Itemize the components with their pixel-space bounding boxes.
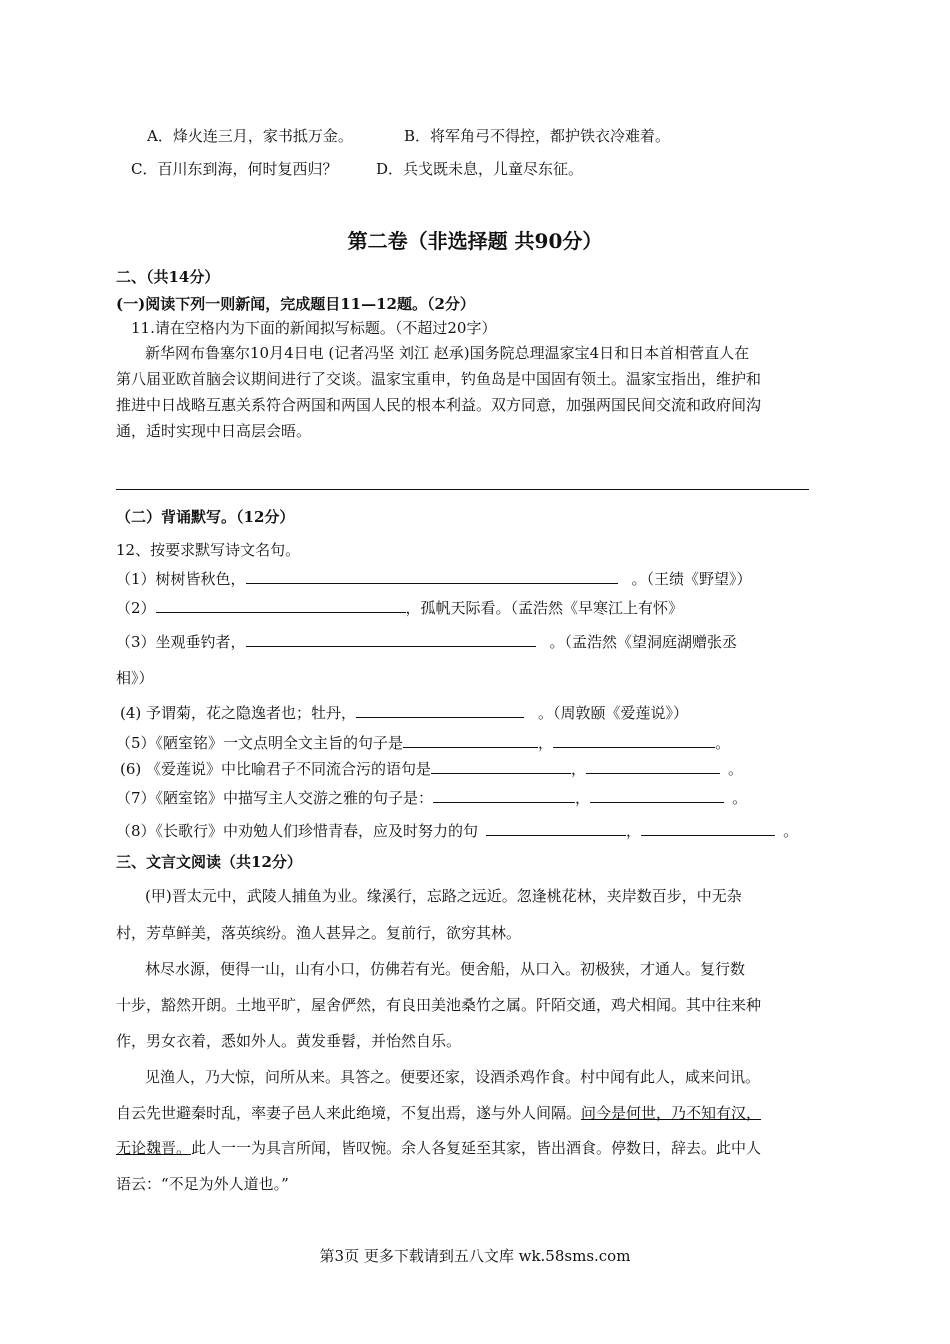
news-line-3: 推进中日战略互惠关系符合两国和两国人民的根本利益。双方同意，加强两国民间交流和政府间沟 (116, 396, 762, 414)
question-11: 11.请在空格内为下面的新闻拟写标题。（不超过20字） (131, 319, 497, 337)
blank-6b[interactable] (586, 757, 720, 774)
blank-7a[interactable] (433, 786, 575, 803)
news-line-1: 新华网布鲁塞尔10月4日电 (记者冯坚 刘江 赵承)国务院总理温家宝4日和日本首相菅直人在 (145, 344, 750, 362)
blank-7b[interactable] (590, 786, 724, 803)
blank-5b[interactable] (553, 731, 715, 748)
section-3-heading: 三、文言文阅读（共12分） (116, 853, 302, 871)
underlined-sentence-b: 无论魏晋。 (116, 1139, 192, 1157)
recite-item-4: (4) 予谓菊，花之隐逸者也；牡丹， 。（周敦颐《爱莲说》） (120, 701, 688, 724)
option-a: A．烽火连三月，家书抵万金。 (147, 127, 353, 145)
recite-item-3: （3）坐观垂钓者， 。（孟浩然《望洞庭湖赠张丞 (116, 630, 737, 653)
passage-p1-line-1: (甲)晋太元中，武陵人捕鱼为业。缘溪行，忘路之远近。忽逢桃花林，夹岸数百步，中无杂 (145, 887, 742, 905)
section-2-heading: 二、（共14分） (116, 268, 220, 286)
recite-item-5: （5）《陋室铭》一文点明全文主旨的句子是 ， 。 (116, 731, 730, 754)
passage-p2-line-3: 作，男女衣着，悉如外人。黄发垂髫，并怡然自乐。 (116, 1032, 462, 1050)
blank-1[interactable] (246, 567, 618, 584)
blank-3[interactable] (246, 630, 536, 647)
passage-p3-line-4: 语云：“不足为外人道也。” (116, 1175, 289, 1193)
blank-4[interactable] (356, 701, 524, 718)
recite-item-2: （2） ，孤帆天际看。（孟浩然《早寒江上有怀》 (116, 596, 683, 619)
subsection-1-heading: (一)阅读下列一则新闻，完成题目11—12题。（2分） (116, 295, 475, 313)
passage-p3-line-2: 自云先世避秦时乱，率妻子邑人来此绝境，不复出焉，遂与外人间隔。问今是何世，乃不知有汉， (116, 1104, 762, 1122)
blank-5a[interactable] (403, 731, 538, 748)
recite-item-1: （1）树树皆秋色， 。（王绩《野望》） (116, 567, 752, 590)
option-c: C．百川东到海，何时复西归？ (131, 160, 338, 178)
passage-p2-line-2: 十步，豁然开朗。土地平旷，屋舍俨然，有良田美池桑竹之属。阡陌交通，鸡犬相闻。其中往来种 (116, 996, 762, 1014)
blank-8b[interactable] (641, 819, 775, 836)
blank-6a[interactable] (431, 757, 571, 774)
recite-item-8: （8）《长歌行》中劝勉人们珍惜青春，应及时努力的句 ， 。 (116, 819, 798, 842)
underlined-sentence-a: 问今是何世，乃不知有汉， (581, 1104, 762, 1122)
question-12: 12、按要求默写诗文名句。 (116, 541, 301, 559)
option-d: D．兵戈既未息，儿童尽东征。 (376, 160, 584, 178)
recite-item-3-cont: 相》） (116, 669, 154, 687)
option-b: B．将军角弓不得控，都护铁衣冷难着。 (404, 127, 671, 145)
answer-line[interactable] (116, 489, 809, 490)
news-line-4: 通，适时实现中日高层会晤。 (116, 422, 312, 440)
subsection-2-heading: （二）背诵默写。（12分） (116, 508, 295, 526)
passage-p3-line-3: 无论魏晋。此人一一为具言所闻，皆叹惋。余人各复延至其家，皆出酒食。停数日，辞去。此中人 (116, 1139, 762, 1157)
page-footer: 第3页 更多下载请到五八文库 wk.58sms.com (319, 1247, 631, 1265)
recite-item-7: （7）《陋室铭》中描写主人交游之雅的句子是： ， 。 (116, 786, 747, 809)
recite-item-6: (6) 《爱莲说》中比喻君子不同流合污的语句是 ， 。 (120, 757, 743, 780)
part-title: 第二卷（非选择题 共90分） (347, 229, 603, 253)
blank-2[interactable] (156, 596, 406, 613)
passage-p2-line-1: 林尽水源，便得一山，山有小口，仿佛若有光。便舍船，从口入。初极狭，才通人。复行数 (145, 960, 746, 978)
news-line-2: 第八届亚欧首脑会议期间进行了交谈。温家宝重申，钓鱼岛是中国固有领土。温家宝指出，维护和 (116, 370, 762, 388)
passage-p1-line-2: 村，芳草鲜美，落英缤纷。渔人甚异之。复前行，欲穷其林。 (116, 924, 522, 942)
blank-8a[interactable] (486, 819, 626, 836)
passage-p3-line-1: 见渔人，乃大惊，问所从来。具答之。便要还家，设酒杀鸡作食。村中闻有此人，咸来问讯。 (145, 1068, 761, 1086)
